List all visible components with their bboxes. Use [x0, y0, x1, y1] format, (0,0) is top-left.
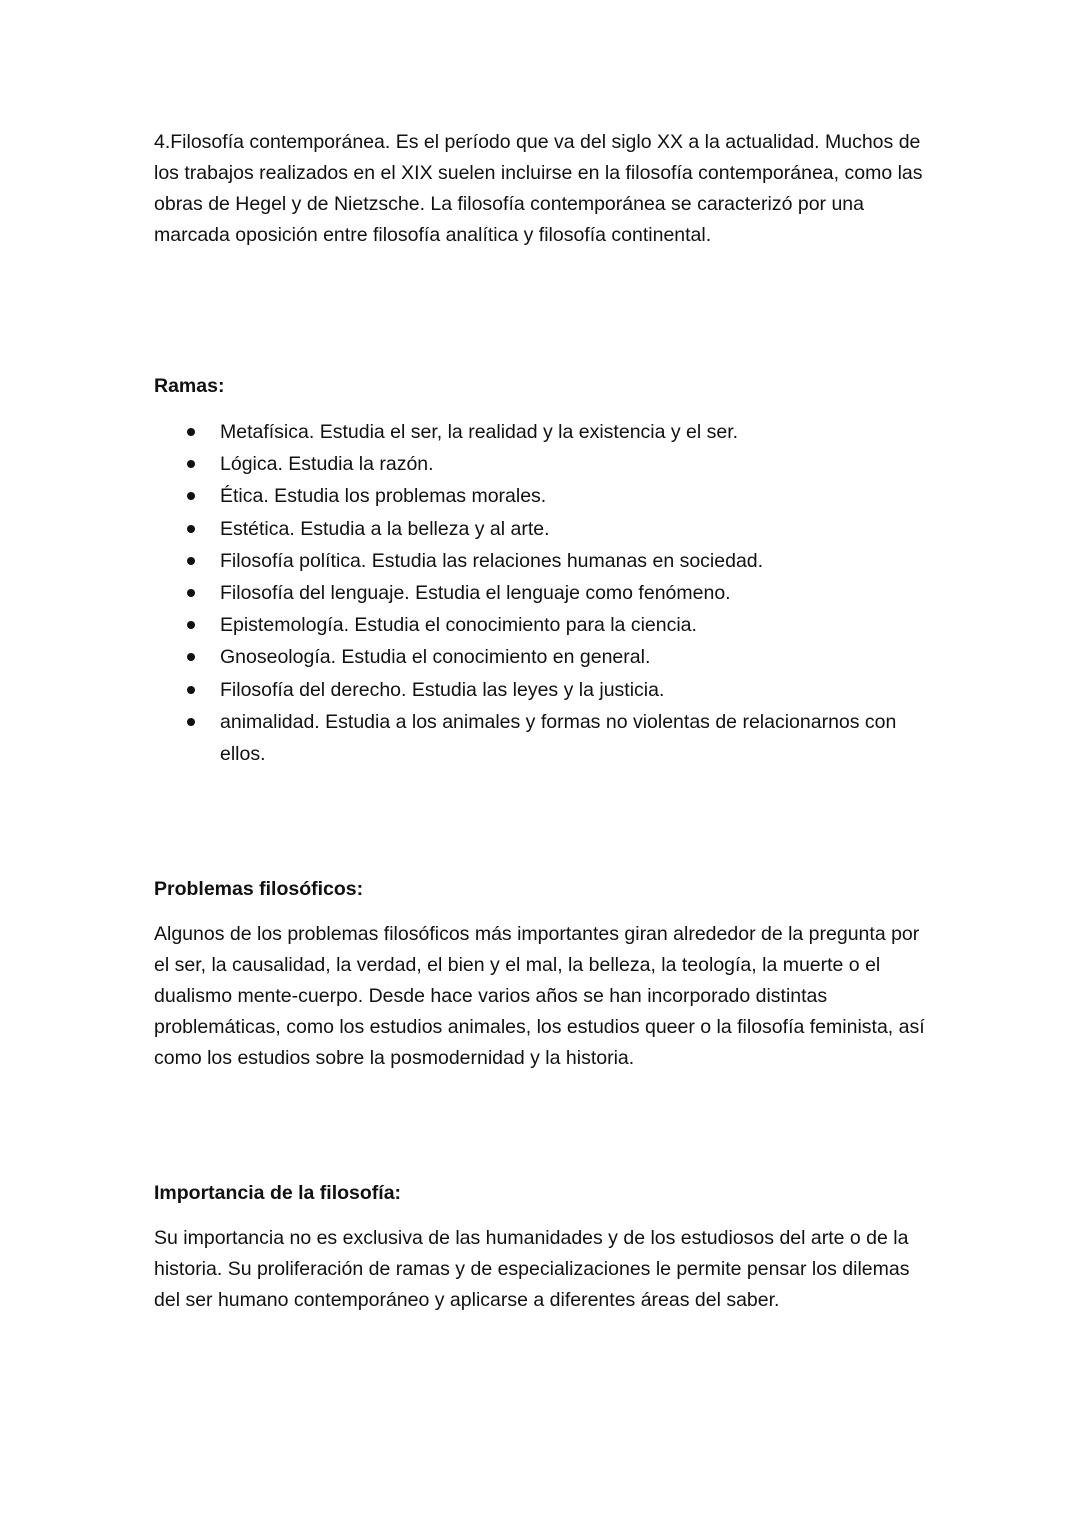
list-item-text: Metafísica. Estudia el ser, la realidad y la existencia y el ser. — [220, 421, 739, 443]
list-item — [154, 706, 934, 770]
document-page — [154, 127, 934, 1316]
list-item — [154, 416, 934, 448]
intro-paragraph: 4.Filosofía contemporánea. Es el período que va del siglo XX a la actualidad. Muchos de los trabajos realizados en el XIX suelen incluirse en la filosofía contemporánea, como las obras de Hegel y de Nietzsche. La filosofía contemporánea se caracterizó por una marcada oposición entre filosofía analítica y filosofía continental. — [154, 131, 923, 246]
list-item — [154, 641, 934, 673]
list-item-text: Estética. Estudia a la belleza y al arte. — [220, 517, 550, 540]
bullet-icon — [187, 621, 195, 629]
list-item — [154, 448, 934, 480]
list-item-text: animalidad. Estudia a los animales y formas no violentas de relacionarnos con ellos. — [220, 710, 897, 766]
list-item-text: Filosofía del derecho. Estudia las leyes y la justicia. — [220, 678, 665, 701]
problemas-heading: Problemas filosóficos: — [154, 878, 364, 901]
bullet-icon — [187, 525, 195, 533]
bullet-icon — [187, 686, 195, 694]
bullet-icon — [187, 718, 195, 726]
bullet-icon — [187, 589, 195, 597]
ramas-list — [154, 416, 934, 770]
list-item — [154, 545, 934, 577]
list-item-text: Filosofía política. Estudia las relaciones humanas en sociedad. — [220, 549, 764, 572]
bullet-icon — [187, 428, 195, 436]
ramas-heading: Ramas: — [154, 375, 225, 397]
bullet-icon — [187, 557, 195, 565]
importancia-heading: Importancia de la filosofía: — [154, 1182, 402, 1205]
list-item — [154, 674, 934, 706]
bullet-icon — [187, 460, 195, 468]
bullet-icon — [187, 653, 195, 661]
list-item-text: Lógica. Estudia la razón. — [220, 453, 434, 476]
list-item — [154, 513, 934, 545]
list-item — [154, 609, 934, 641]
list-item-text: Gnoseología. Estudia el conocimiento en general. — [220, 646, 651, 669]
list-item — [154, 480, 934, 512]
list-item-text: Epistemología. Estudia el conocimiento para la ciencia. — [220, 614, 697, 637]
bullet-icon — [187, 492, 195, 500]
problemas-paragraph: Algunos de los problemas filosóficos más importantes giran alrededor de la pregunta por el ser, la causalidad, la verdad, el bien y el mal, la belleza, la teología, la muerte o el dualismo mente-cuerpo. Desde hace varios años se han incorporado distintas problemáticas, como los estudios animales, los estudios queer o la filosofía feminista, así como los estudios sobre la posmodernidad y la historia. — [154, 923, 925, 1070]
list-item-text: Ética. Estudia los problemas morales. — [220, 485, 547, 508]
importancia-paragraph: Su importancia no es exclusiva de las humanidades y de los estudiosos del arte o de la historia. Su proliferación de ramas y de especializaciones le permite pensar los dilemas del ser humano contemporáneo y aplicarse a diferentes áreas del saber. — [154, 1227, 910, 1312]
list-item-text: Filosofía del lenguaje. Estudia el lenguaje como fenómeno. — [220, 582, 731, 605]
list-item — [154, 577, 934, 609]
